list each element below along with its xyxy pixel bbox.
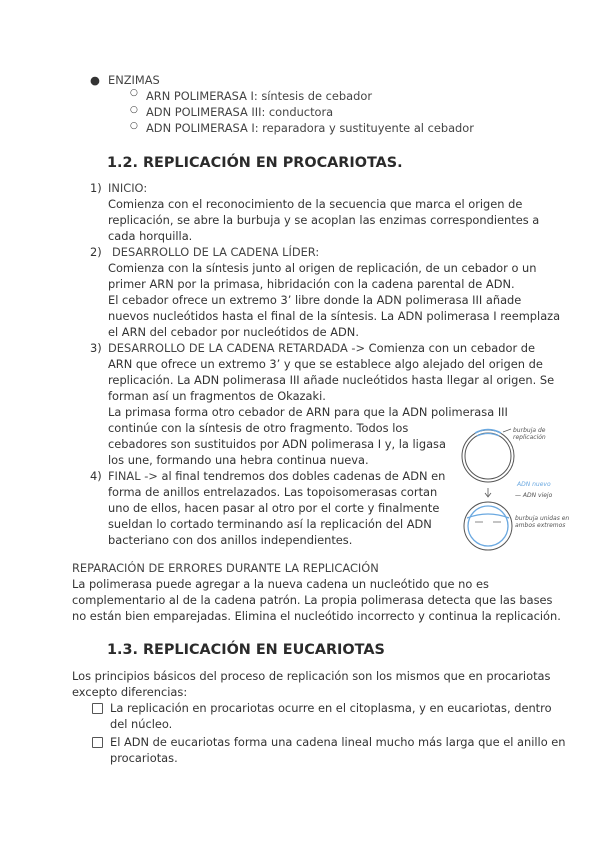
replication-diagram-svg [455,426,590,556]
dna-ring-outer [462,430,514,482]
reparacion-line: no están bien emparejadas. Elimina el nucleótido incorrecto y continua la replicación. [72,609,561,623]
step-line: cada horquilla. [108,229,193,243]
step-line: forma de anillos entrelazados. Las topoisomerasas cortan [108,485,438,499]
step-line: el ARN del cebador por nucleótidos de ADN. [108,325,359,339]
checklist-item-line: El ADN de eucariotas forma una cadena lineal mucho más larga que el anillo en [110,735,566,749]
label-bottom-2: ambos extremos [515,522,566,529]
step-line: cebadores son sustituidos por ADN polimerasa I y, la ligasa [108,437,446,451]
checklist-item-line: del núcleo. [110,717,173,731]
label-pointer [503,429,511,432]
checklist-item-line: procariotas. [110,751,178,765]
step-line: forman así un fragmentos de Okazaki. [108,389,326,403]
label-top-2: replicación [513,434,546,441]
bullet-circle: ○ [130,105,138,115]
step-line: El cebador ofrece un extremo 3’ libre donde la ADN polimerasa III añade [108,293,522,307]
step-line: ARN que ofrece un extremo 3’ y que se establece algo alejado del origen de [108,357,543,371]
step-title-row [108,468,445,484]
enzimas-title: ENZIMAS [108,73,160,87]
step-number: 3) [90,341,102,355]
step-title-rest: Comienza con un cebador de [365,341,535,355]
step-line: primer ARN por la primasa, hibridación con la cadena parental de ADN. [108,277,515,291]
enzima-item: ARN POLIMERASA I: síntesis de cebador [146,89,372,103]
replication-diagram [455,426,590,556]
step-number: 2) [90,245,102,259]
step-title: INICIO: [108,181,148,195]
section-heading-eucariotas: 1.3. REPLICACIÓN EN EUCARIOTAS [107,642,385,658]
step-title-row [108,340,535,356]
eucariotas-intro: Los principios básicos del proceso de replicación son los mismos que en procariotas [72,669,551,683]
bullet-dot: ● [90,73,100,87]
step-line: replicación. La ADN polimerasa III añade nucleótidos hasta llegar al origen. Se [108,373,555,387]
enzima-item: ADN POLIMERASA I: reparadora y sustituyente al cebador [146,121,474,135]
label-new: ADN nuevo [517,481,551,488]
step-line: continúe con la síntesis de otro fragmento. Todos los [108,421,409,435]
reparacion-line: complementario al de la cadena patrón. La propia polimerasa detecta que las bases [72,593,553,607]
step-line: sueldan lo cortado terminando así la replicación del ADN [108,517,432,531]
step-number: 4) [90,469,102,483]
step-number: 1) [90,181,102,195]
step-line: uno de ellos, hacen pasar al otro por el corte y finalmente [108,501,440,515]
checkbox[interactable] [92,703,103,714]
replication-bubble [475,430,501,434]
reparacion-title: REPARACIÓN DE ERRORES DURANTE LA REPLICACIÓN [72,561,379,575]
step-line: bacteriano con dos anillos independientes. [108,533,353,547]
section-heading-procariotas: 1.2. REPLICACIÓN EN PROCARIOTAS. [107,155,403,171]
step-line: Comienza con la síntesis junto al origen de replicación, de un cebador o un [108,261,537,275]
eucariotas-intro: excepto diferencias: [72,685,188,699]
step-title: FINAL -> [108,469,158,483]
step-line: Comienza con el reconocimiento de la secuencia que marca el origen de [108,197,523,211]
step-title: DESARROLLO DE LA CADENA LÍDER: [112,245,320,259]
step-title: DESARROLLO DE LA CADENA RETARDADA -> [108,341,366,355]
label-old: — ADN viejo [515,492,553,499]
dna-ring-bottom-outer [464,502,512,550]
bubble-joined [467,514,509,518]
label-bottom-1: burbuja unidas en [515,515,570,522]
checklist-item-line: La replicación en procariotas ocurre en el citoplasma, y en eucariotas, dentro [110,701,552,715]
bullet-circle: ○ [130,88,138,98]
checkbox[interactable] [92,737,103,748]
enzima-item: ADN POLIMERASA III: conductora [146,105,334,119]
step-line: La primasa forma otro cebador de ARN para que la ADN polimerasa III [108,405,508,419]
dna-ring-bottom-new [468,506,508,546]
reparacion-line: La polimerasa puede agregar a la nueva cadena un nucleótido que no es [72,577,489,591]
step-title-rest: al final tendremos dos dobles cadenas de ADN en [157,469,446,483]
step-line: nuevos nucleótidos hasta el final de la síntesis. La ADN polimerasa I reemplaza [108,309,561,323]
bullet-circle: ○ [130,121,138,131]
label-top-1: burbuja de [513,427,546,434]
step-line: los une, formando una hebra continua nueva. [108,453,369,467]
dna-ring-inner [465,433,511,479]
step-line: replicación, se abre la burbuja y se acoplan las enzimas correspondientes a [108,213,540,227]
